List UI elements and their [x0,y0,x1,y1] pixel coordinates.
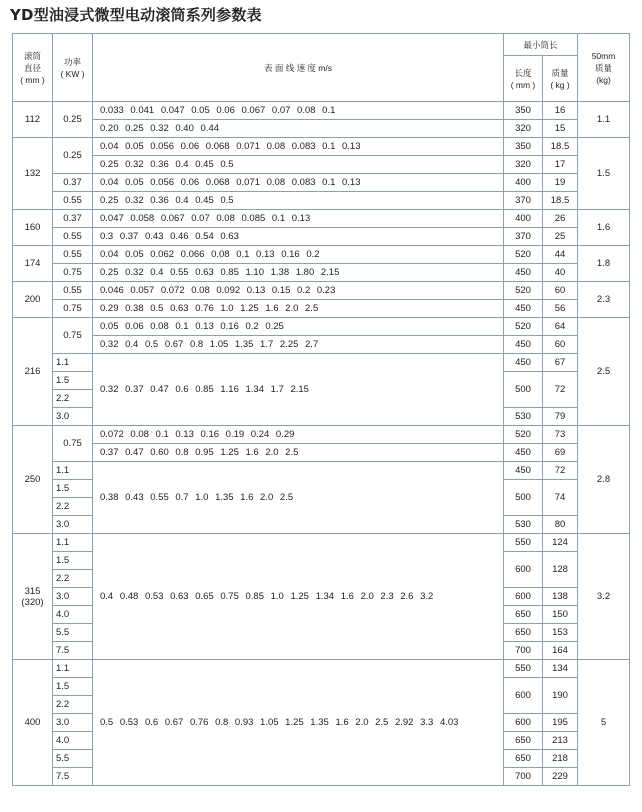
mass-cell: 134 [543,660,578,678]
mass-cell: 229 [543,768,578,786]
mass-cell: 138 [543,588,578,606]
table-row [13,300,630,318]
power-cell: 2.2 [53,570,93,588]
speed-cell: 0.05 0.06 0.08 0.1 0.13 0.16 0.2 0.25 [93,318,504,336]
length-cell: 320 [504,156,543,174]
header-length: 长度 ( mm ) [504,56,543,102]
length-cell: 320 [504,120,543,138]
length-cell: 450 [504,300,543,318]
table-row [13,660,630,678]
mass-cell: 195 [543,714,578,732]
mass-cell: 60 [543,336,578,354]
diameter-cell: 174 [13,246,53,282]
speed-cell: 0.37 0.47 0.60 0.8 0.95 1.25 1.6 2.0 2.5 [93,444,504,462]
power-cell: 0.75 [53,426,93,462]
mass-cell: 72 [543,462,578,480]
per50-mass-cell: 1.8 [578,246,630,282]
power-cell: 0.75 [53,300,93,318]
mass-cell: 80 [543,516,578,534]
mass-cell: 64 [543,318,578,336]
power-cell: 2.2 [53,696,93,714]
per50-mass-cell: 2.8 [578,426,630,534]
mass-cell: 153 [543,624,578,642]
length-cell: 550 [504,534,543,552]
power-cell: 5.5 [53,750,93,768]
mass-cell: 74 [543,480,578,516]
length-cell: 520 [504,318,543,336]
length-cell: 600 [504,552,543,588]
power-cell: 3.0 [53,714,93,732]
diameter-cell: 216 [13,318,53,426]
length-cell: 700 [504,642,543,660]
table-row [13,444,630,462]
mass-cell: 69 [543,444,578,462]
diameter-cell: 200 [13,282,53,318]
length-cell: 650 [504,606,543,624]
per50-mass-cell: 3.2 [578,534,630,660]
power-cell: 1.5 [53,372,93,390]
power-cell: 7.5 [53,768,93,786]
power-cell: 3.0 [53,408,93,426]
length-cell: 650 [504,624,543,642]
mass-cell: 218 [543,750,578,768]
table-row [13,246,630,264]
power-cell: 1.5 [53,678,93,696]
power-cell: 0.55 [53,192,93,210]
table-row [13,156,630,174]
table-row [13,210,630,228]
diameter-cell: 132 [13,138,53,210]
length-cell: 400 [504,174,543,192]
power-cell: 3.0 [53,588,93,606]
diameter-cell: 400 [13,660,53,786]
speed-cell: 0.25 0.32 0.36 0.4 0.45 0.5 [93,192,504,210]
diameter-cell: 160 [13,210,53,246]
length-cell: 530 [504,408,543,426]
per50-mass-cell: 2.3 [578,282,630,318]
per50-mass-cell: 1.6 [578,210,630,246]
mass-cell: 19 [543,174,578,192]
mass-cell: 164 [543,642,578,660]
mass-cell: 213 [543,732,578,750]
length-cell: 500 [504,480,543,516]
mass-cell: 150 [543,606,578,624]
speed-cell: 0.04 0.05 0.056 0.06 0.068 0.071 0.08 0.083 0.1 0.13 [93,174,504,192]
power-cell: 0.55 [53,228,93,246]
header-diameter: 滚筒 直径 ( mm ) [13,34,53,102]
power-cell: 4.0 [53,732,93,750]
table-row [13,426,630,444]
mass-cell: 40 [543,264,578,282]
length-cell: 350 [504,138,543,156]
speed-cell: 0.046 0.057 0.072 0.08 0.092 0.13 0.15 0.2 0.23 [93,282,504,300]
table-row [13,174,630,192]
mass-cell: 18.5 [543,192,578,210]
power-cell: 4.0 [53,606,93,624]
table-row [13,228,630,246]
length-cell: 450 [504,336,543,354]
length-cell: 520 [504,282,543,300]
speed-cell: 0.3 0.37 0.43 0.46 0.54 0.63 [93,228,504,246]
power-cell: 2.2 [53,498,93,516]
power-cell: 1.1 [53,462,93,480]
page-title: YD型油浸式微型电动滚筒系列参数表 [10,6,262,24]
table-row [13,318,630,336]
header-mass: 质量 ( kg ) [543,56,578,102]
length-cell: 500 [504,372,543,408]
speed-cell: 0.4 0.48 0.53 0.63 0.65 0.75 0.85 1.0 1.25 1.34 1.6 2.0 2.3 2.6 3.2 [93,534,504,660]
length-cell: 450 [504,462,543,480]
diameter-cell: 315 (320) [13,534,53,660]
table-row [13,282,630,300]
table-row [13,264,630,282]
power-cell: 1.1 [53,354,93,372]
power-cell: 0.55 [53,282,93,300]
mass-cell: 79 [543,408,578,426]
table-row [13,336,630,354]
speed-cell: 0.072 0.08 0.1 0.13 0.16 0.19 0.24 0.29 [93,426,504,444]
table-row [13,534,630,552]
mass-cell: 16 [543,102,578,120]
speed-cell: 0.25 0.32 0.36 0.4 0.45 0.5 [93,156,504,174]
speed-cell: 0.32 0.4 0.5 0.67 0.8 1.05 1.35 1.7 2.25 2.7 [93,336,504,354]
diameter-cell: 112 [13,102,53,138]
mass-cell: 73 [543,426,578,444]
speed-cell: 0.5 0.53 0.6 0.67 0.76 0.8 0.93 1.05 1.25 1.35 1.6 2.0 2.5 2.92 3.3 4.03 [93,660,504,786]
per50-mass-cell: 2.5 [578,318,630,426]
mass-cell: 44 [543,246,578,264]
length-cell: 370 [504,228,543,246]
mass-cell: 26 [543,210,578,228]
diameter-cell: 250 [13,426,53,534]
parameter-table [12,33,630,786]
mass-cell: 60 [543,282,578,300]
speed-cell: 0.25 0.32 0.4 0.55 0.63 0.85 1.10 1.38 1.80 2.15 [93,264,504,282]
header-speed: 表 面 线 速 度 m/s [93,34,504,102]
length-cell: 600 [504,588,543,606]
table-row [13,120,630,138]
mass-cell: 190 [543,678,578,714]
per50-mass-cell: 1.5 [578,138,630,210]
speed-cell: 0.04 0.05 0.062 0.066 0.08 0.1 0.13 0.16 0.2 [93,246,504,264]
power-cell: 0.75 [53,264,93,282]
length-cell: 550 [504,660,543,678]
header-per50-mass: 50mm 质量 (kg) [578,34,630,102]
header-power: 功率 ( KW ) [53,34,93,102]
power-cell: 1.5 [53,552,93,570]
per50-mass-cell: 5 [578,660,630,786]
speed-cell: 0.38 0.43 0.55 0.7 1.0 1.35 1.6 2.0 2.5 [93,462,504,534]
power-cell: 7.5 [53,642,93,660]
length-cell: 600 [504,714,543,732]
speed-cell: 0.033 0.041 0.047 0.05 0.06 0.067 0.07 0.08 0.1 [93,102,504,120]
length-cell: 600 [504,678,543,714]
length-cell: 450 [504,264,543,282]
length-cell: 650 [504,750,543,768]
mass-cell: 56 [543,300,578,318]
speed-cell: 0.04 0.05 0.056 0.06 0.068 0.071 0.08 0.083 0.1 0.13 [93,138,504,156]
table-row [13,138,630,156]
power-cell: 1.1 [53,534,93,552]
table-row [13,192,630,210]
power-cell: 0.25 [53,138,93,174]
table-row [13,462,630,480]
power-cell: 3.0 [53,516,93,534]
length-cell: 650 [504,732,543,750]
table-body [13,102,630,786]
length-cell: 350 [504,102,543,120]
length-cell: 530 [504,516,543,534]
mass-cell: 17 [543,156,578,174]
per50-mass-cell: 1.1 [578,102,630,138]
length-cell: 450 [504,444,543,462]
power-cell: 0.75 [53,318,93,354]
speed-cell: 0.047 0.058 0.067 0.07 0.08 0.085 0.1 0.13 [93,210,504,228]
power-cell: 0.37 [53,174,93,192]
header-min-length: 最小筒长 [504,34,578,56]
speed-cell: 0.32 0.37 0.47 0.6 0.85 1.16 1.34 1.7 2.15 [93,354,504,426]
mass-cell: 128 [543,552,578,588]
length-cell: 520 [504,426,543,444]
power-cell: 1.1 [53,660,93,678]
length-cell: 450 [504,354,543,372]
length-cell: 700 [504,768,543,786]
table-row [13,102,630,120]
mass-cell: 18.5 [543,138,578,156]
mass-cell: 124 [543,534,578,552]
mass-cell: 72 [543,372,578,408]
speed-cell: 0.20 0.25 0.32 0.40 0.44 [93,120,504,138]
power-cell: 2.2 [53,390,93,408]
length-cell: 370 [504,192,543,210]
speed-cell: 0.29 0.38 0.5 0.63 0.76 1.0 1.25 1.6 2.0 2.5 [93,300,504,318]
mass-cell: 15 [543,120,578,138]
length-cell: 520 [504,246,543,264]
length-cell: 400 [504,210,543,228]
power-cell: 0.55 [53,246,93,264]
mass-cell: 67 [543,354,578,372]
mass-cell: 25 [543,228,578,246]
power-cell: 0.37 [53,210,93,228]
power-cell: 1.5 [53,480,93,498]
power-cell: 5.5 [53,624,93,642]
power-cell: 0.25 [53,102,93,138]
table-row [13,354,630,372]
